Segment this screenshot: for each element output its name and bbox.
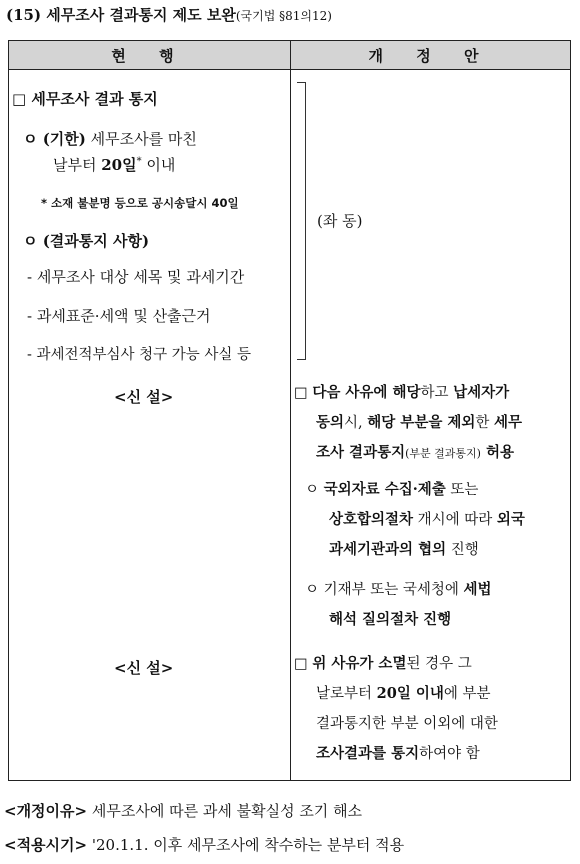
block2-l2-b: 20일 이내 <box>376 685 444 702</box>
same-as-left: (좌 동) <box>317 212 363 230</box>
same-as-left-bracket <box>297 82 306 360</box>
block1-l3-c: 허용 <box>480 444 514 461</box>
reason-text: 세무조사에 따른 과세 불확실성 조기 해소 <box>87 802 363 820</box>
apply-text: '20.1.1. 이후 세무조사에 착수하는 분부터 적용 <box>87 836 405 854</box>
block2-l1-b: 위 사유가 소멸 <box>312 655 407 672</box>
block2-l4-a: 조사결과를 통지 <box>316 745 420 762</box>
new-marker-2: <신 설> <box>114 659 174 677</box>
current-item-1: - 세무조사 대상 세목 및 과세기간 <box>27 268 245 286</box>
header-current: 현 행 <box>9 41 291 70</box>
table-header-row <box>9 41 571 70</box>
current-column <box>9 70 291 781</box>
header-proposed: 개 정 안 <box>291 41 571 70</box>
block1-l1-d: 납세자가 <box>453 384 510 401</box>
new-marker-1: <신 설> <box>114 388 174 406</box>
block1-l1-c: 하고 <box>420 385 454 401</box>
footnote-marker: * <box>136 156 142 167</box>
footnote: * 소재 불분명 등으로 공시송달시 40일 <box>41 196 239 210</box>
current-item-3: - 과세전적부심사 청구 가능 사실 등 <box>27 347 252 363</box>
apply-label: <적용시기> <box>4 836 88 854</box>
table-body-row <box>9 70 571 781</box>
block2-l4-b: 하여야 함 <box>419 746 480 762</box>
proposed-sub-item-1 <box>305 475 525 565</box>
sub2-l2: 해석 질의절차 진행 <box>329 611 452 628</box>
reason-label: <개정이유> <box>4 802 88 820</box>
title-main: (15) 세무조사 결과통지 제도 보완 <box>6 6 236 24</box>
block1-l2-b: 시, <box>344 415 368 431</box>
deadline-text: 세무조사를 마친 <box>85 130 197 148</box>
block1-l3-a: 조사 결과통지 <box>316 444 406 461</box>
sub1-l1-c: 또는 <box>445 482 479 498</box>
proposed-block-2 <box>294 649 498 769</box>
block1-l1-b: 다음 사유에 해당 <box>312 384 421 401</box>
sub1-l2-c: 외국 <box>496 511 525 528</box>
block1-l2-e: 세무 <box>494 414 523 431</box>
block2-l2-c: 에 부분 <box>443 686 491 702</box>
block2-l3: 결과통지한 부분 이외에 대한 <box>316 716 498 732</box>
deadline-line-2 <box>53 154 175 175</box>
sub1-l2-b: 개시에 따라 <box>413 512 497 528</box>
current-item-2: - 과세표준·세액 및 산출근거 <box>27 307 211 325</box>
comparison-table <box>8 40 571 781</box>
sub1-l3-a: 과세기관과의 협의 <box>329 541 447 558</box>
deadline-line2-c: 이내 <box>141 156 176 174</box>
proposed-column <box>291 70 571 781</box>
block1-l2-d: 한 <box>475 415 495 431</box>
block1-l3-b: (부분 결과통지) <box>405 447 481 460</box>
items-label: ㅇ (결과통지 사항) <box>23 232 150 250</box>
block2-l1-c: 된 경우 그 <box>406 656 472 672</box>
amendment-reason <box>4 800 362 821</box>
block1-l2-c: 해당 부분을 제외 <box>367 414 476 431</box>
checkbox-glyph-2: □ <box>294 656 313 672</box>
sub2-l1-a: ㅇ 기재부 또는 국세청에 <box>305 582 464 598</box>
title-law-reference: (국기법 §81의12) <box>235 9 332 23</box>
block2-l2-a: 날로부터 <box>316 686 377 702</box>
sub1-l1-b: 국외자료 수집·제출 <box>323 481 446 498</box>
proposed-sub-item-2 <box>305 575 492 635</box>
proposed-block-1 <box>294 378 522 469</box>
current-section-title: □ 세무조사 결과 통지 <box>12 90 158 108</box>
checkbox-glyph: □ <box>294 385 313 401</box>
deadline-line2-a: 날부터 <box>53 156 102 174</box>
sub1-bullet: ㅇ <box>305 482 324 498</box>
section-title <box>6 4 332 25</box>
deadline-days: 20일 <box>101 156 137 174</box>
effective-date <box>4 834 404 855</box>
sub1-l3-b: 진행 <box>446 542 479 558</box>
deadline-line-1 <box>23 128 197 149</box>
sub2-l1-b: 세법 <box>463 581 492 598</box>
deadline-label: ㅇ (기한) <box>23 130 86 148</box>
block1-l2-a: 동의 <box>316 414 345 431</box>
sub1-l2-a: 상호합의절차 <box>329 511 414 528</box>
